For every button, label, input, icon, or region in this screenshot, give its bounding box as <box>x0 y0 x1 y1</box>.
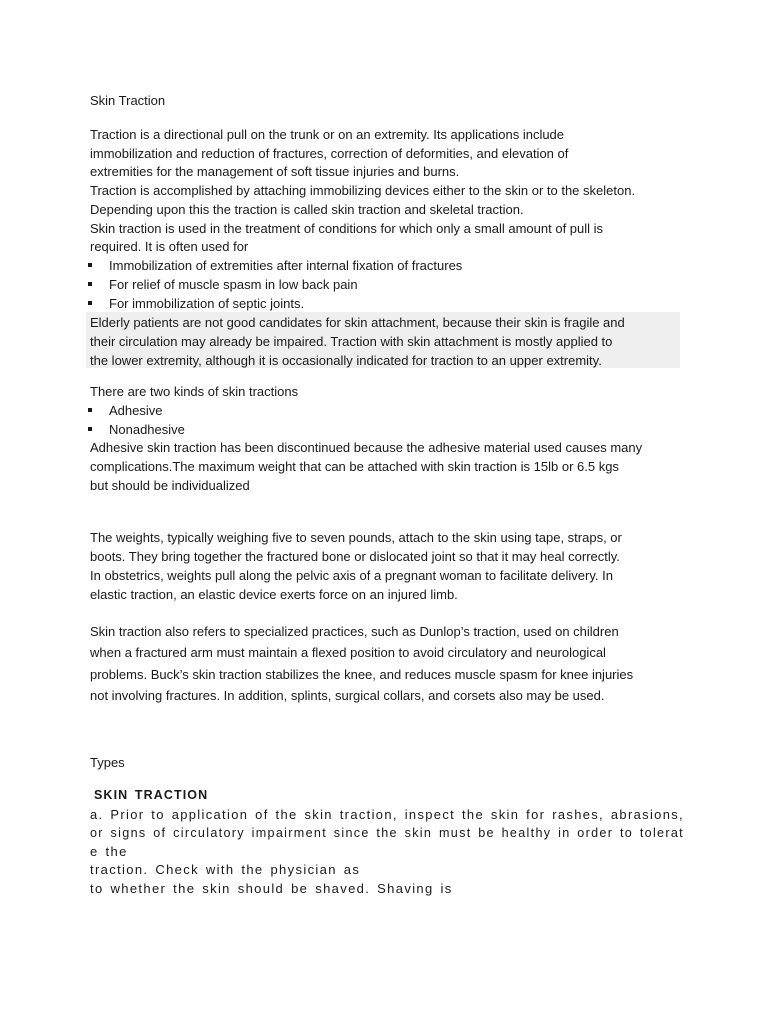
paragraph-line: In obstetrics, weights pull along the pelvic axis of a pregnant woman to facilitate delivery. In <box>90 568 613 583</box>
paragraph-line: Elderly patients are not good candidates for skin attachment, because their skin is fragile and <box>90 315 625 330</box>
paragraph-line: There are two kinds of skin tractions <box>90 384 299 399</box>
list-item: For immobilization of septic joints. <box>109 296 305 311</box>
list-item: Nonadhesive <box>109 422 185 437</box>
paragraph-line: or signs of circulatory impairment since the skin must be healthy in order to tolerat <box>90 825 684 840</box>
paragraph-line: elastic traction, an elastic device exerts force on an injured limb. <box>90 587 458 602</box>
paragraph-line: Depending upon this the traction is called skin traction and skeletal traction. <box>90 202 524 217</box>
paragraph-line: Adhesive skin traction has been discontinued because the adhesive material used causes many <box>90 440 643 455</box>
paragraph-line: boots. They bring together the fractured bone or dislocated joint so that it may heal correctly. <box>90 549 620 564</box>
paragraph-line: The weights, typically weighing five to seven pounds, attach to the skin using tape, straps, or <box>90 530 622 545</box>
paragraph-line: the lower extremity, although it is occasionally indicated for traction to an upper extremity. <box>90 353 602 368</box>
paragraph-line: problems. Buck’s skin traction stabilizes the knee, and reduces muscle spasm for knee injuries <box>90 667 634 682</box>
list-item: Immobilization of extremities after internal fixation of fractures <box>109 258 463 273</box>
bullet-icon <box>88 282 92 286</box>
section-label: Types <box>90 755 125 770</box>
paragraph-line: e the <box>90 844 128 859</box>
paragraph-line: their circulation may already be impaired. Traction with skin attachment is mostly applied to <box>90 334 613 349</box>
paragraph-line: a. Prior to application of the skin traction, inspect the skin for rashes, abrasions, <box>90 807 684 822</box>
section-heading: SKIN TRACTION <box>94 788 209 802</box>
paragraph-line: complications.The maximum weight that can be attached with skin traction is 15lb or 6.5 kgs <box>90 459 619 474</box>
list-item: For relief of muscle spasm in low back pain <box>109 277 358 292</box>
list-item: Adhesive <box>109 403 163 418</box>
paragraph-line: but should be individualized <box>90 478 250 493</box>
paragraph-line: to whether the skin should be shaved. Shaving is <box>90 881 453 896</box>
paragraph-line: Traction is a directional pull on the trunk or on an extremity. Its applications include <box>90 127 565 142</box>
paragraph-line: immobilization and reduction of fractures, correction of deformities, and elevation of <box>90 146 569 161</box>
paragraph-line: extremities for the management of soft tissue injuries and burns. <box>90 164 460 179</box>
paragraph-line: not involving fractures. In addition, splints, surgical collars, and corsets also may be used. <box>90 688 605 703</box>
paragraph-line: traction. Check with the physician as <box>90 862 361 877</box>
bullet-icon <box>88 301 92 305</box>
document-title: Skin Traction <box>90 93 166 108</box>
paragraph-line: Skin traction also refers to specialized practices, such as Dunlop’s traction, used on children <box>90 624 619 639</box>
paragraph-line: Skin traction is used in the treatment of conditions for which only a small amount of pull is <box>90 221 604 236</box>
bullet-icon <box>88 427 92 431</box>
bullet-icon <box>88 263 92 267</box>
paragraph-line: when a fractured arm must maintain a flexed position to avoid circulatory and neurological <box>90 645 606 660</box>
paragraph-line: required. It is often used for <box>90 239 249 254</box>
paragraph-line: Traction is accomplished by attaching immobilizing devices either to the skin or to the skeleton. <box>90 183 636 198</box>
bullet-icon <box>88 408 92 412</box>
